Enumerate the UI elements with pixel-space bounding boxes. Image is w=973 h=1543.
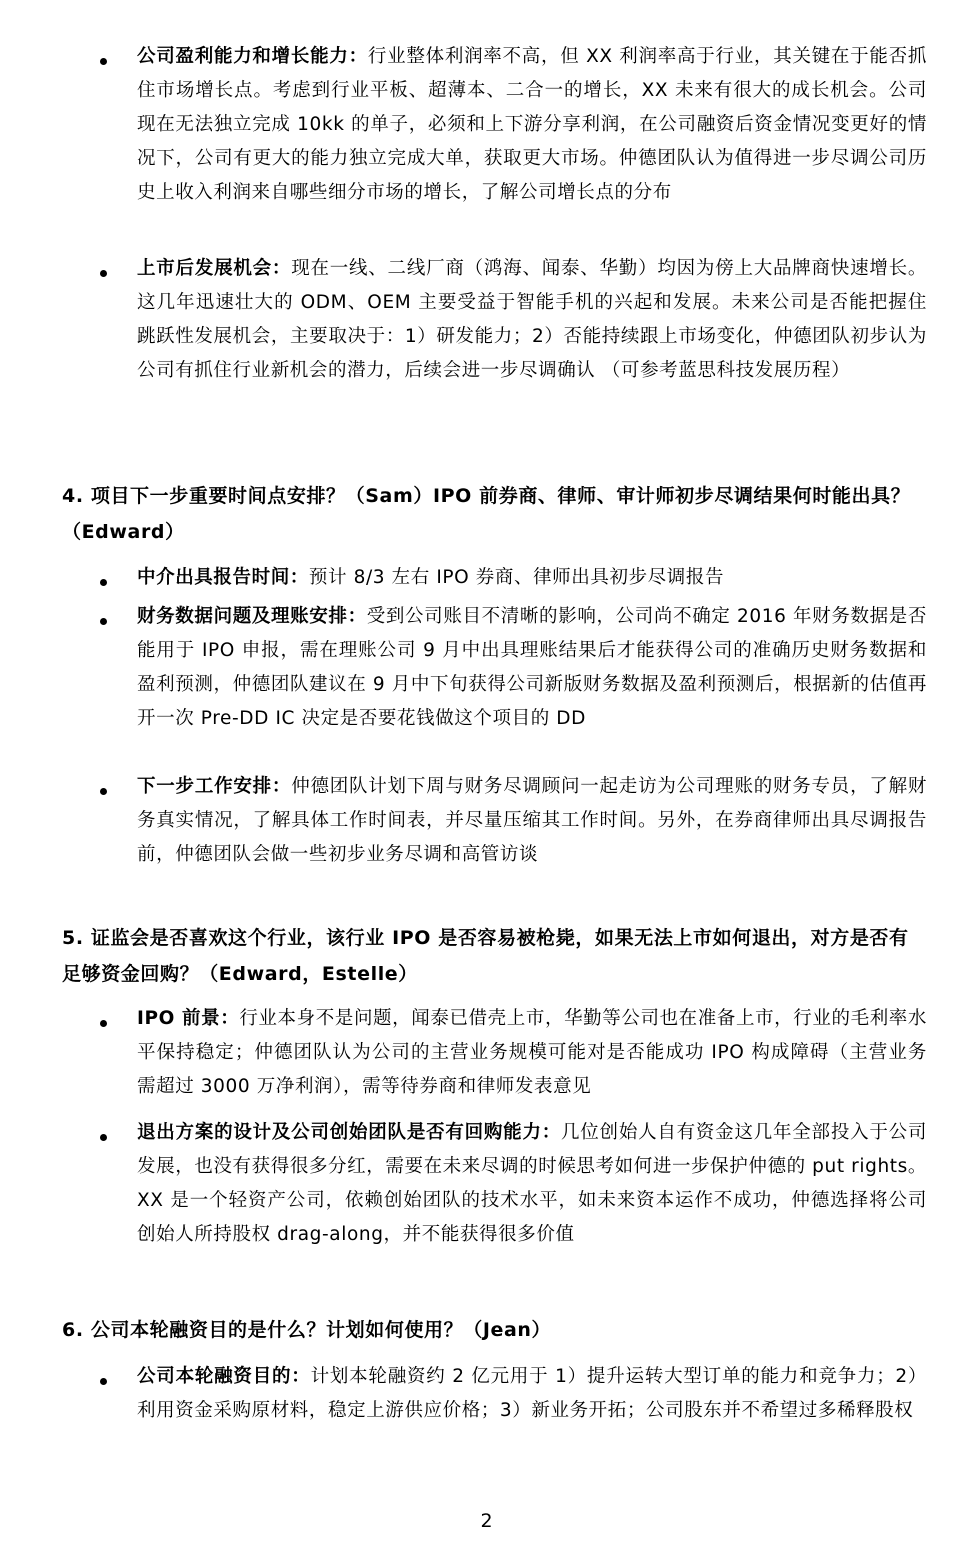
section-heading: 4. 项目下一步重要时间点安排？（Sam）IPO 前券商、律师、审计师初步尽调结果何时能出具？ （Edward）	[62, 485, 911, 543]
bullet-text	[137, 1116, 927, 1252]
bullet-label: IPO 前景：	[137, 1008, 240, 1029]
bullet-text	[137, 561, 927, 595]
page-number: 2	[480, 1510, 493, 1532]
bullet-body: 几位创始人自有资金这几年全部投入于公司发展，也没有获得很多分红，需要在未来尽调的时候思考如何进一步保护仲德的 put rights。XX 是一个轻资产公司，依赖创始团队的技术水平，如未来资本运作不成功，仲德选择将公司创始人所持股权 drag-along，并不能获得很多价值	[137, 1122, 928, 1245]
bullet-body: 仲德团队计划下周与财务尽调顾问一起走访为公司理账的财务专员，了解财务真实情况，了解具体工作时间表，并尽量压缩其工作时间。另外，在券商律师出具尽调报告前，仲德团队会做一些初步业务尽调和高管访谈	[137, 776, 927, 865]
bullet-icon	[100, 1020, 107, 1027]
bullet-label: 中介出具报告时间：	[137, 567, 309, 588]
bullet-icon	[100, 1134, 107, 1141]
bullet-label: 上市后发展机会：	[137, 258, 292, 279]
bullet-label: 公司盈利能力和增长能力：	[137, 46, 368, 67]
bullet-text	[137, 600, 927, 736]
bullet-text	[137, 1002, 927, 1104]
bullet-text	[137, 770, 927, 872]
bullet-label: 下一步工作安排：	[137, 776, 292, 797]
bullet-text	[137, 252, 927, 388]
bullet-label: 公司本轮融资目的：	[137, 1366, 311, 1387]
bullet-body: 现在一线、二线厂商（鸿海、闻泰、华勤）均因为傍上大品牌商快速增长。这几年迅速壮大的 ODM、OEM 主要受益于智能手机的兴起和发展。未来公司是否能把握住跳跃性发展机会，主要取决于：1）研发能力；2）否能持续跟上市场变化，仲德团队初步认为公司有抓住行业新机会的潜力，后续会进一步尽调确认 （可参考蓝思科技发展历程）	[137, 258, 927, 381]
bullet-icon	[100, 270, 107, 277]
bullet-body: 受到公司账目不清晰的影响，公司尚不确定 2016 年财务数据是否能用于 IPO 申报，需在理账公司 9 月中出具理账结果后才能获得公司的准确历史财务数据和盈利预测，仲德团队建议在 9 月中下旬获得公司新版财务数据及盈利预测后，根据新的估值再开一次 Pre-DD IC 决定是否要花钱做这个项目的 DD	[137, 606, 928, 729]
bullet-body: 行业本身不是问题，闻泰已借壳上市，华勤等公司也在准备上市，行业的毛利率水平保持稳定；仲德团队认为公司的主营业务规模可能对是否能成功 IPO 构成障碍（主营业务需超过 3000 万净利润），需等待券商和律师发表意见	[137, 1008, 928, 1097]
section-heading: 6. 公司本轮融资目的是什么？计划如何使用？（Jean）	[62, 1319, 552, 1341]
bullet-icon	[100, 58, 107, 65]
bullet-body: 预计 8/3 左右 IPO 券商、律师出具初步尽调报告	[308, 567, 725, 588]
bullet-label: 退出方案的设计及公司创始团队是否有回购能力：	[137, 1122, 561, 1143]
bullet-icon	[100, 1378, 107, 1385]
bullet-text	[137, 1360, 927, 1428]
bullet-icon	[100, 788, 107, 795]
bullet-icon	[100, 579, 107, 586]
bullet-text	[137, 40, 927, 210]
bullet-icon	[100, 618, 107, 625]
bullet-body: 计划本轮融资约 2 亿元用于 1）提升运转大型订单的能力和竞争力；2）利用资金采购原材料，稳定上游供应价格；3）新业务开拓；公司股东并不希望过多稀释股权	[137, 1366, 927, 1421]
section-heading: 5. 证监会是否喜欢这个行业，该行业 IPO 是否容易被枪毙，如果无法上市如何退出，对方是否有足够资金回购？（Edward，Estelle）	[62, 927, 909, 985]
bullet-body: 行业整体利润率不高，但 XX 利润率高于行业，其关键在于能否抓住市场增长点。考虑到行业平板、超薄本、二合一的增长，XX 未来有很大的成长机会。公司现在无法独立完成 10kk 的单子，必须和上下游分享利润，在公司融资后资金情况变更好的情况下，公司有更大的能力独立完成大单，获取更大市场。仲德团队认为值得进一步尽调公司历史上收入利润来自哪些细分市场的增长，了解公司增长点的分布	[137, 46, 927, 203]
bullet-label: 财务数据问题及理账安排：	[137, 606, 367, 627]
